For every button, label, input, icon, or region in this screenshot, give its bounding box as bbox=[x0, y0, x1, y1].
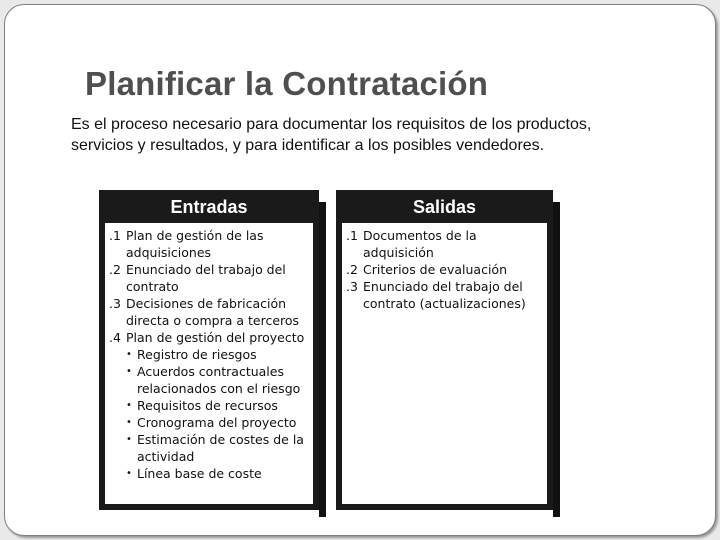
entradas-subitem-text: Cronograma del proyecto bbox=[137, 415, 297, 430]
bullet-icon: • bbox=[126, 434, 132, 445]
entradas-item-text: Decisiones de fabricación directa o compra a terceros bbox=[126, 296, 300, 328]
salidas-item-text: Enunciado del trabajo del contrato (actualizaciones) bbox=[363, 279, 526, 311]
entradas-subitem bbox=[109, 465, 309, 482]
entradas-item-number: .3 bbox=[109, 296, 121, 311]
entradas-item-text: Enunciado del trabajo del contrato bbox=[126, 262, 286, 294]
entradas-item-number: .2 bbox=[109, 262, 121, 277]
bullet-icon: • bbox=[126, 468, 132, 479]
slide-description: Es el proceso necesario para documentar los requisitos de los productos, servicios y resultados, y para identificar a los posibles vendedores. bbox=[71, 116, 592, 154]
bullet-icon: • bbox=[126, 366, 132, 377]
bullet-icon: • bbox=[126, 400, 132, 411]
entradas-box bbox=[99, 190, 319, 510]
entradas-item-text: Plan de gestión de las adquisiciones bbox=[126, 228, 264, 260]
entradas-subitem bbox=[109, 414, 309, 431]
salidas-item-text: Documentos de la adquisición bbox=[363, 228, 477, 260]
salidas-list bbox=[342, 223, 547, 504]
salidas-box-shadow bbox=[553, 202, 560, 517]
entradas-item bbox=[109, 295, 309, 329]
bullet-icon: • bbox=[126, 417, 132, 428]
bullet-icon: • bbox=[126, 349, 132, 360]
slide-title: Planificar la Contratación bbox=[85, 65, 489, 102]
entradas-item-text: Plan de gestión del proyecto bbox=[126, 330, 305, 345]
entradas-list bbox=[105, 223, 313, 504]
entradas-subitem-text: Requisitos de recursos bbox=[137, 398, 278, 413]
entradas-subitem bbox=[109, 346, 309, 363]
salidas-header: Salidas bbox=[412, 197, 477, 217]
entradas-box-shadow bbox=[319, 202, 326, 517]
salidas-item-text: Criterios de evaluación bbox=[363, 262, 507, 277]
entradas-subitem bbox=[109, 431, 309, 465]
salidas-box bbox=[336, 190, 553, 510]
entradas-subitem-text: Estimación de costes de la actividad bbox=[137, 432, 304, 464]
salidas-item-number: .1 bbox=[346, 228, 358, 243]
salidas-item bbox=[346, 278, 543, 312]
entradas-item-number: .4 bbox=[109, 330, 121, 345]
entradas-header: Entradas bbox=[170, 197, 248, 217]
salidas-item-number: .2 bbox=[346, 262, 358, 277]
entradas-subitem bbox=[109, 363, 309, 397]
salidas-item-number: .3 bbox=[346, 279, 358, 294]
entradas-subitem-text: Línea base de coste bbox=[137, 466, 262, 481]
entradas-subitem-text: Registro de riesgos bbox=[137, 347, 257, 362]
entradas-item bbox=[109, 227, 309, 261]
entradas-item-number: .1 bbox=[109, 228, 121, 243]
salidas-item bbox=[346, 227, 543, 261]
entradas-item bbox=[109, 329, 309, 346]
entradas-subitem bbox=[109, 397, 309, 414]
entradas-subitem-text: Acuerdos contractuales relacionados con el riesgo bbox=[137, 364, 301, 396]
salidas-item bbox=[346, 261, 543, 278]
entradas-item bbox=[109, 261, 309, 295]
